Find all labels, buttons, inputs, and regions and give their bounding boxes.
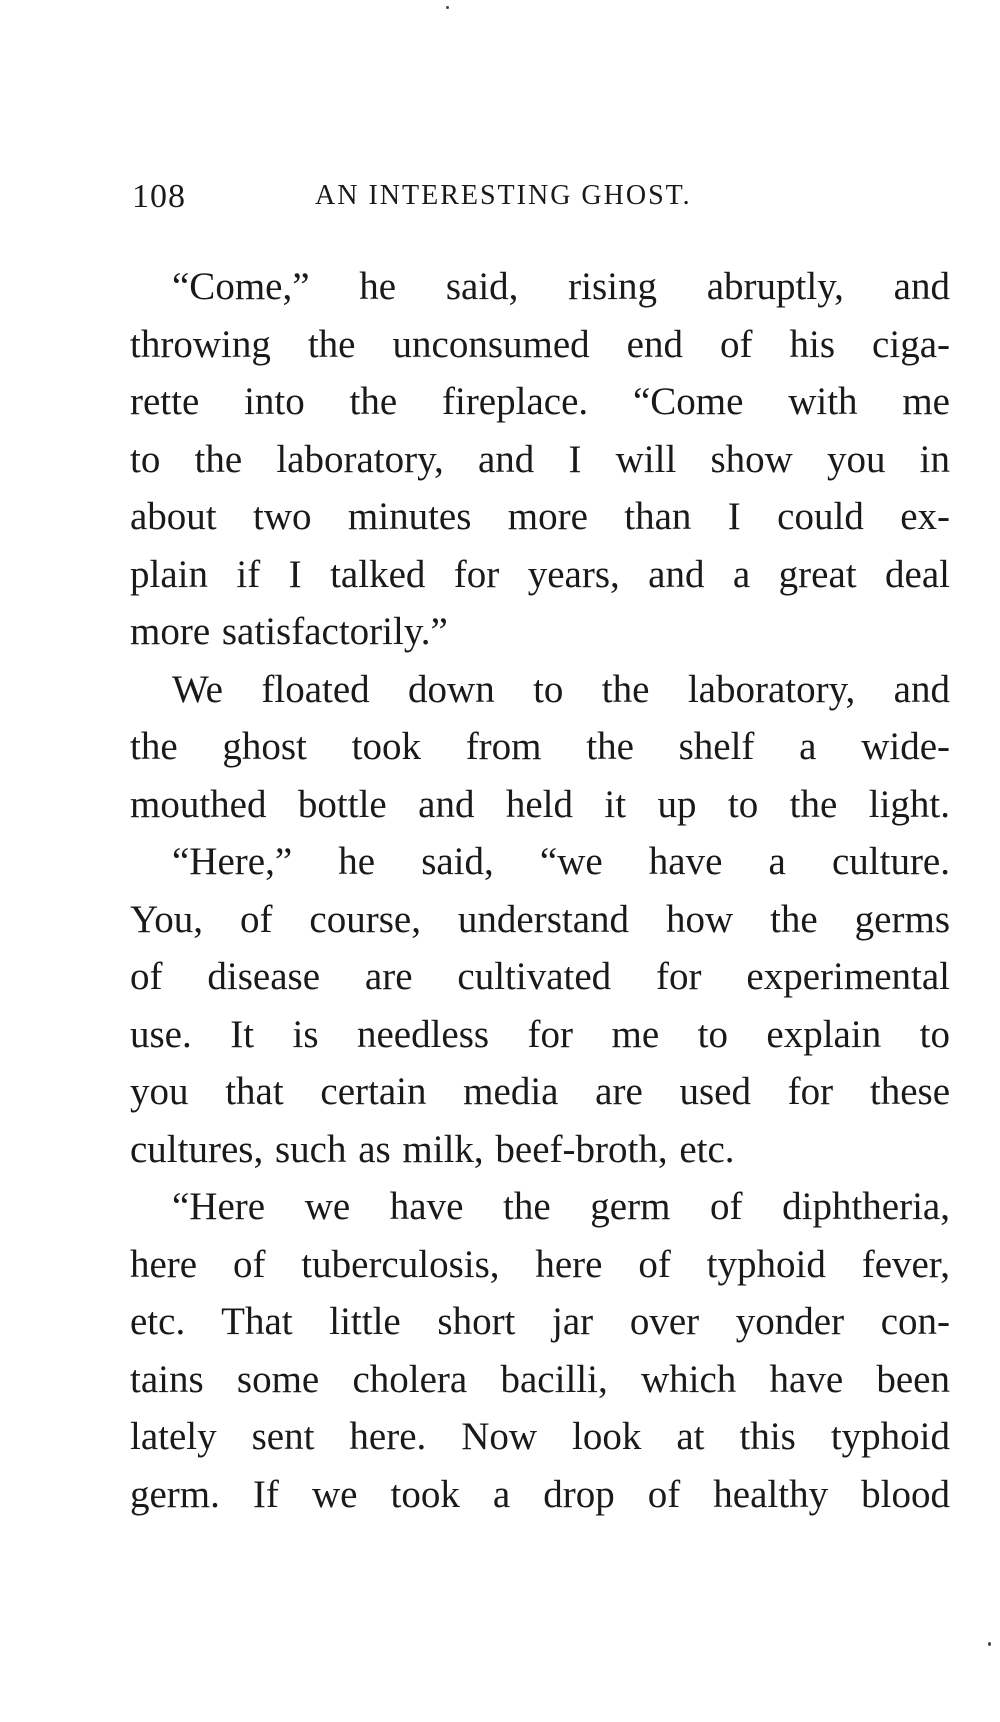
- paragraph: [130, 833, 950, 1178]
- paragraph: [130, 1178, 950, 1523]
- text-line: etc. That little short jar over yonder con-: [130, 1300, 950, 1343]
- text-line: cultures, such as milk, beef-broth, etc.: [130, 1127, 735, 1171]
- text-line: about two minutes more than I could ex-: [130, 495, 950, 538]
- text-line: lately sent here. Now look at this typhoid: [130, 1415, 950, 1458]
- text-line: “Come,” he said, rising abruptly, and: [172, 265, 950, 308]
- body-text: [130, 258, 950, 1523]
- text-line: germ. If we took a drop of healthy blood: [130, 1472, 950, 1516]
- text-line: plain if I talked for years, and a great deal: [130, 552, 950, 596]
- text-line: “Here,” he said, “we have a culture.: [172, 840, 950, 883]
- running-head: [132, 178, 762, 218]
- text-line: mouthed bottle and held it up to the light.: [130, 782, 950, 826]
- text-line: You, of course, understand how the germs: [130, 897, 950, 941]
- text-line: you that certain media are used for these: [130, 1070, 950, 1113]
- text-line: of disease are cultivated for experimental: [130, 955, 950, 998]
- text-line: the ghost took from the shelf a wide-: [130, 725, 950, 768]
- text-line: We floated down to the laboratory, and: [172, 667, 950, 711]
- running-title: AN INTERESTING GHOST.: [315, 180, 692, 211]
- text-line: throwing the unconsumed end of his ciga-: [130, 322, 950, 366]
- scan-speck: [988, 1642, 991, 1646]
- text-line: to the laboratory, and I will show you in: [130, 437, 950, 481]
- scan-speck: [446, 6, 449, 9]
- paragraph: [130, 661, 950, 834]
- text-line: tains some cholera bacilli, which have been: [130, 1357, 950, 1401]
- page-number: 108: [132, 178, 186, 215]
- text-line: “Here we have the germ of diphtheria,: [172, 1185, 950, 1228]
- text-line: rette into the fireplace. “Come with me: [130, 380, 950, 423]
- text-line: more satisfactorily.”: [130, 610, 448, 653]
- text-line: use. It is needless for me to explain to: [130, 1012, 950, 1056]
- paragraph: [130, 258, 950, 661]
- text-line: here of tuberculosis, here of typhoid fever,: [130, 1242, 950, 1286]
